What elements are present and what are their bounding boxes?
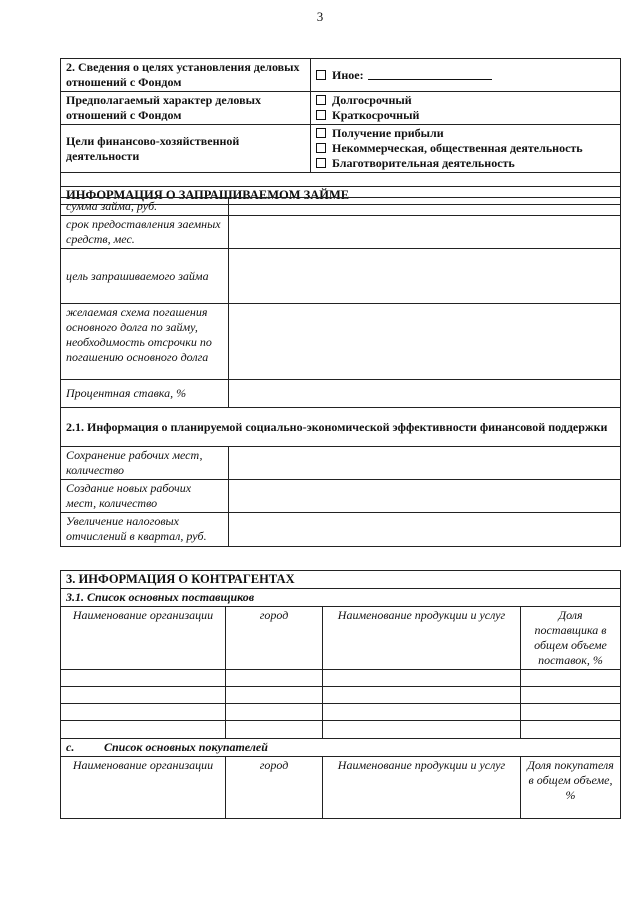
counterparties-header: 3. ИНФОРМАЦИЯ О КОНТРАГЕНТАХ: [61, 571, 621, 589]
buyers-col-product: Наименование продукции и услуг: [323, 757, 521, 819]
buyers-col-city: город: [226, 757, 323, 819]
loan-amount-value[interactable]: [229, 198, 621, 216]
buyers-marker: c.: [66, 740, 75, 754]
table-row: [61, 670, 621, 687]
suppliers-col-city: город: [226, 607, 323, 670]
loan-purpose-value[interactable]: [229, 249, 621, 304]
checkbox-long-term[interactable]: [316, 95, 326, 105]
activity-goals-label: Цели финансово-хозяйственной деятельности: [61, 125, 311, 173]
page-number: 3: [316, 9, 324, 24]
loan-term-label: срок предоставления заемных средств, мес.: [61, 216, 229, 249]
jobs-created-label: Создание новых рабочих мест, количество: [61, 480, 229, 513]
application-table: [60, 58, 621, 205]
table-row: [61, 704, 621, 721]
checkbox-other[interactable]: [316, 70, 326, 80]
buyers-title-row: [61, 739, 621, 757]
suppliers-col-product: Наименование продукции и услуг: [323, 607, 521, 670]
suppliers-title: 3.1. Список основных поставщиков: [61, 589, 621, 607]
loan-table: [60, 197, 621, 547]
table-row: [61, 721, 621, 739]
relationship-nature-label: Предполагаемый характер деловых отношений с Фондом: [61, 92, 311, 125]
table-row: [61, 687, 621, 704]
loan-purpose-label: цель запрашиваемого займа: [61, 249, 229, 304]
jobs-kept-value[interactable]: [229, 447, 621, 480]
tax-increase-value[interactable]: [229, 513, 621, 547]
business-purpose-label: 2. Сведения о целях установления деловых отношений с Фондом: [61, 59, 311, 92]
loan-section-header: ИНФОРМАЦИЯ О ЗАПРАШИВАЕМОМ ЗАЙМЕ: [61, 187, 621, 205]
activity-goals-options: Получение прибыли Некоммерческая, общественная деятельность Благотворительная деятельность: [311, 125, 621, 173]
loan-term-value[interactable]: [229, 216, 621, 249]
checkbox-profit[interactable]: [316, 128, 326, 138]
jobs-kept-label: Сохранение рабочих мест, количество: [61, 447, 229, 480]
interest-rate-value[interactable]: [229, 380, 621, 408]
jobs-created-value[interactable]: [229, 480, 621, 513]
repayment-scheme-value[interactable]: [229, 304, 621, 380]
other-input-line[interactable]: [368, 68, 492, 80]
counterparties-table: [60, 570, 621, 819]
efficiency-section-header: 2.1. Информация о планируемой социально-экономической эффективности финансовой поддержки: [61, 408, 621, 447]
repayment-scheme-label: желаемая схема погашения основного долга по займу, необходимость отсрочки по погашению основного долга: [61, 304, 229, 380]
suppliers-col-share: Доля поставщика в общем объеме поставок, %: [521, 607, 621, 670]
checkbox-short-term[interactable]: [316, 110, 326, 120]
interest-rate-label: Процентная ставка, %: [61, 380, 229, 408]
buyers-col-org: Наименование организации: [61, 757, 226, 819]
other-option: Иное:: [311, 59, 621, 92]
spacer-row: [61, 173, 621, 187]
checkbox-charity[interactable]: [316, 158, 326, 168]
suppliers-col-org: Наименование организации: [61, 607, 226, 670]
buyers-col-share: Доля покупателя в общем объеме, %: [521, 757, 621, 819]
loan-amount-label: сумма займа, руб.: [61, 198, 229, 216]
tax-increase-label: Увеличение налоговых отчислений в квартал, руб.: [61, 513, 229, 547]
checkbox-nonprofit[interactable]: [316, 143, 326, 153]
relationship-options: Долгосрочный Краткосрочный: [311, 92, 621, 125]
buyers-title: Список основных покупателей: [104, 740, 268, 754]
